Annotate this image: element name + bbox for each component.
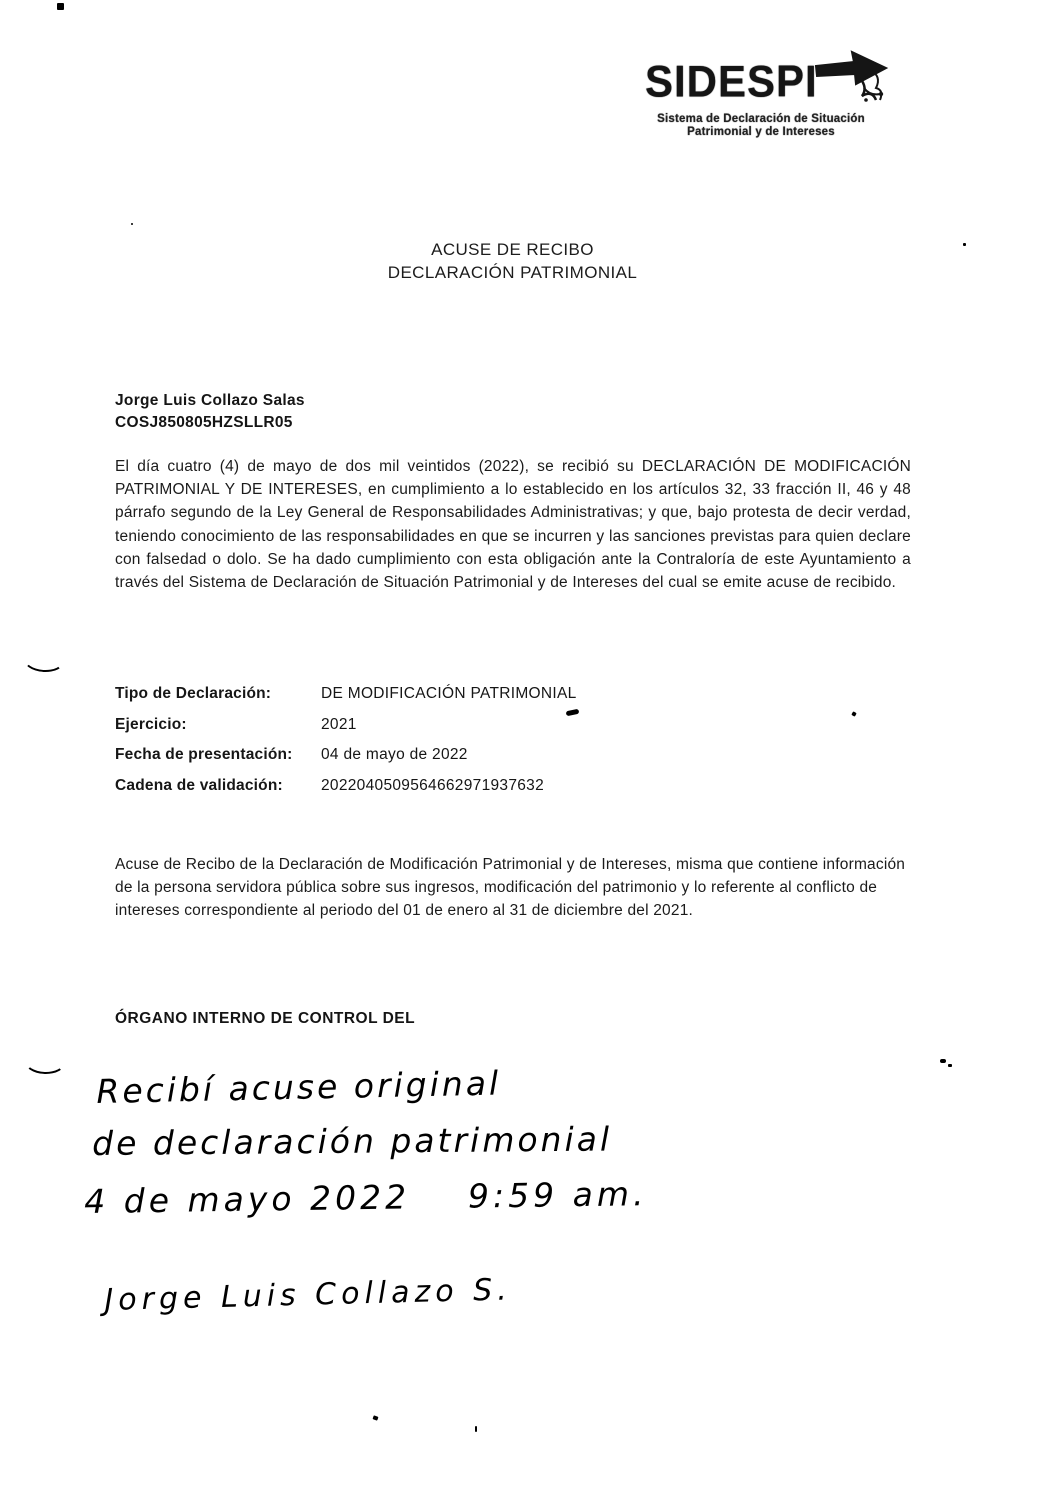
detail-row-fecha <box>115 744 577 765</box>
handwritten-date-time: 4 de mayo 2022 9:59 am. <box>84 1174 648 1221</box>
scan-speck <box>963 243 966 246</box>
handwritten-signature: Jorge Luis Collazo S. <box>104 1272 513 1318</box>
declarant-curp: COSJ850805HZSLLR05 <box>115 414 293 431</box>
document-title <box>330 238 695 284</box>
title-line1: ACUSE DE RECIBO <box>431 240 594 259</box>
scan-speck <box>851 711 856 716</box>
detail-label: Ejercicio: <box>115 715 187 733</box>
detail-label: Tipo de Declaración: <box>115 685 272 702</box>
scan-curve-mark <box>22 645 66 674</box>
receipt-paragraph: El día cuatro (4) de mayo de dos mil veintidos (2022), se recibió su DECLARACIÓN DE MODIFICACIÓN PATRIMONIAL Y DE INTERESES, en cumplimiento a lo establecido en los artículos 32, 33 fracción II, 46 y 48 párrafo segundo de la Ley General de Responsabilidades Administrativas; y que, bajo protesta de decir verdad, teniendo conocimiento de las responsabilidades en que se incurren y las sanciones previstas para quien declare con falsedad o dolo. Se ha dado cumplimiento con esta obligación ante la Contraloría de este Ayuntamiento a través del Sistema de Declaración de Situación Patrimonial y de Intereses del cual se emite acuse de recibido. <box>115 458 911 592</box>
logo-subtitle-line1: Sistema de Declaración de Situación <box>657 113 865 125</box>
scan-speck <box>940 1059 946 1063</box>
logo-wordmark: SIDESPI <box>645 56 818 106</box>
declaration-details <box>115 683 577 805</box>
scan-speck <box>475 1426 477 1432</box>
summary-paragraph: Acuse de Recibo de la Declaración de Modificación Patrimonial y de Intereses, misma que contiene información de la persona servidora pública sobre sus ingresos, modificación del patrimonio y lo referente al conflicto de intereses correspondiente al periodo del 01 de enero al 31 de diciembre del 2021. <box>115 856 906 919</box>
scan-speck <box>57 3 64 10</box>
handwritten-line1: Recibí acuse original <box>96 1063 502 1111</box>
title-line2: DECLARACIÓN PATRIMONIAL <box>387 263 638 282</box>
detail-row-tipo <box>115 683 577 704</box>
scan-speck <box>131 223 133 225</box>
detail-label: Fecha de presentación: <box>115 746 293 763</box>
detail-row-cadena <box>115 775 577 796</box>
scan-curve-mark <box>24 1047 67 1074</box>
scan-speck <box>948 1064 952 1067</box>
detail-value: 2022040509564662971937632 <box>321 776 545 794</box>
declarant-block <box>115 390 305 434</box>
detail-value: 04 de mayo de 2022 <box>321 746 468 763</box>
sidespi-logo <box>645 52 885 139</box>
logo-subtitle-line2: Patrimonial y de Intereses <box>687 126 835 138</box>
scan-speck <box>372 1415 378 1420</box>
detail-label: Cadena de validación: <box>115 776 283 794</box>
detail-value: DE MODIFICACIÓN PATRIMONIAL <box>321 685 577 702</box>
organo-interno-heading: ÓRGANO INTERNO DE CONTROL DEL <box>115 1010 416 1027</box>
handwritten-line2: de declaración patrimonial <box>92 1119 613 1163</box>
arrow-right-scribble-icon <box>814 44 892 111</box>
detail-row-ejercicio <box>115 714 577 735</box>
detail-value: 2021 <box>321 715 357 733</box>
declarant-name: Jorge Luis Collazo Salas <box>115 392 305 409</box>
